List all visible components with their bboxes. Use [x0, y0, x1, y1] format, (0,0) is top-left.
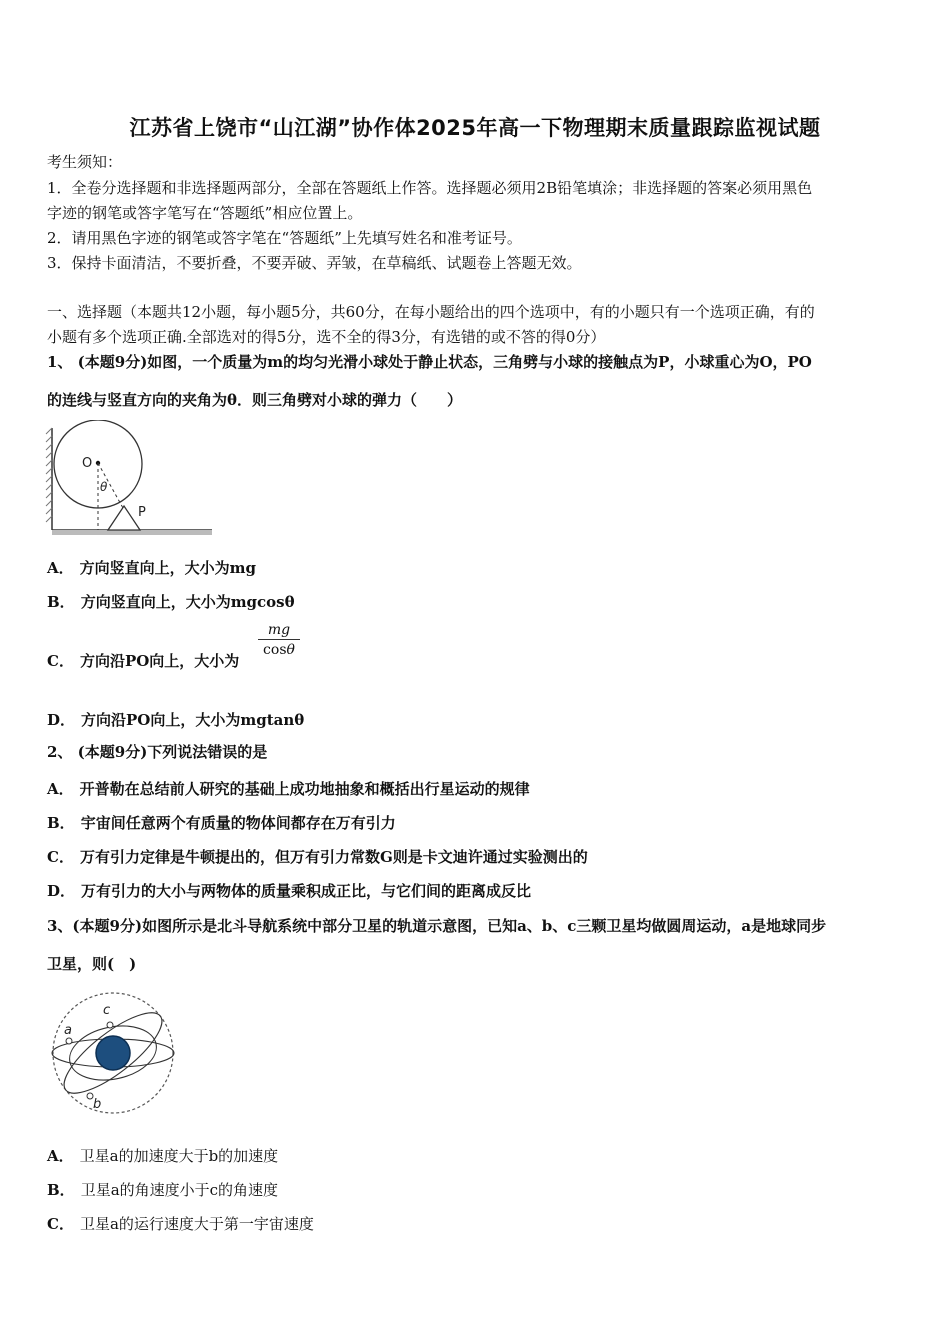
notice-heading: 考生须知：	[47, 153, 123, 171]
option-text: 宇宙间任意两个有质量的物体间都存在万有引力	[80, 814, 396, 832]
satellite-orbit-figure	[46, 990, 180, 1118]
option-d[interactable]	[47, 881, 531, 901]
question-1-stem: 的连线与竖直方向的夹角为θ．则三角劈对小球的弹力（ ）	[47, 391, 463, 409]
option-c[interactable]	[47, 1214, 314, 1234]
notice-item: 3．保持卡面清洁，不要折叠，不要弄破、弄皱，在草稿纸、试题卷上答题无效。	[47, 254, 582, 272]
option-a[interactable]	[47, 1146, 278, 1166]
sphere-wedge-figure	[44, 420, 216, 538]
option-letter: A．	[47, 559, 74, 577]
option-b[interactable]	[47, 1180, 278, 1200]
fraction-denominator-fn: cos	[263, 642, 287, 658]
label-c: c	[103, 1003, 111, 1018]
option-letter: B．	[47, 593, 75, 611]
page-title: 江苏省上饶市“山江湖”协作体2025年高一下物理期末质量跟踪监视试题	[129, 116, 821, 140]
fraction-mg-over-cos	[258, 622, 300, 658]
label-p: P	[138, 505, 146, 520]
question-1-stem: 1、 (本题9分)如图，一个质量为m的均匀光滑小球处于静止状态，三角劈与小球的接触点为P，小球重心为O，PO	[47, 353, 812, 371]
option-d[interactable]	[47, 710, 304, 730]
option-text: 万有引力的大小与两物体的质量乘积成正比，与它们间的距离成反比	[81, 882, 532, 900]
notice-item: 字迹的钢笔或答字笔写在“答题纸”相应位置上。	[47, 204, 363, 222]
option-letter: D．	[47, 711, 76, 729]
fraction-denominator-var: θ	[286, 642, 295, 658]
option-a[interactable]	[47, 779, 530, 799]
question-2-stem: 2、 (本题9分)下列说法错误的是	[47, 743, 268, 761]
option-text: 卫星a的运行速度大于第一宇宙速度	[79, 1215, 314, 1233]
option-letter: A．	[47, 780, 74, 798]
option-a[interactable]	[47, 558, 256, 578]
option-letter: B．	[47, 1181, 75, 1199]
section-instructions: 一、选择题（本题共12小题，每小题5分，共60分，在每小题给出的四个选项中，有的小题只有一个选项正确，有的	[47, 303, 815, 321]
satellite-c	[107, 1022, 113, 1028]
label-theta: θ	[100, 480, 108, 494]
notice-item: 1．全卷分选择题和非选择题两部分，全部在答题纸上作答。选择题必须用2B铅笔填涂；非选择题的答案必须用黑色	[47, 179, 813, 197]
question-3-stem: 卫星，则( )	[47, 955, 137, 973]
label-o: O	[82, 456, 93, 471]
option-letter: C．	[47, 652, 74, 670]
wedge	[108, 506, 140, 530]
option-letter: A．	[47, 1147, 74, 1165]
option-text: 方向竖直向上，大小为mgcosθ	[80, 593, 295, 611]
option-c[interactable]	[47, 847, 588, 867]
satellite-a	[66, 1038, 72, 1044]
earth	[96, 1036, 130, 1070]
option-b[interactable]	[47, 813, 396, 833]
question-3-stem: 3、(本题9分)如图所示是北斗导航系统中部分卫星的轨道示意图，已知a、b、c三颗卫星均做圆周运动，a是地球同步	[47, 917, 827, 935]
label-b: b	[93, 1097, 102, 1112]
option-text: 卫星a的角速度小于c的角速度	[80, 1181, 279, 1199]
option-text: 方向竖直向上，大小为mg	[79, 559, 257, 577]
fraction-numerator: mg	[258, 622, 300, 640]
option-letter: C．	[47, 1215, 74, 1233]
section-instructions: 小题有多个选项正确.全部选对的得5分，选不全的得3分，有选错的或不答的得0分）	[47, 328, 606, 346]
notice-item: 2．请用黑色字迹的钢笔或答字笔在“答题纸”上先填写姓名和准考证号。	[47, 229, 522, 247]
option-text: 方向沿PO向上，大小为mgtanθ	[81, 711, 305, 729]
fraction-denominator	[258, 640, 300, 658]
option-text: 开普勒在总结前人研究的基础上成功地抽象和概括出行星运动的规律	[79, 780, 530, 798]
label-a: a	[64, 1023, 72, 1038]
option-letter: B．	[47, 814, 75, 832]
option-b[interactable]	[47, 592, 295, 612]
option-text: 卫星a的加速度大于b的加速度	[79, 1147, 279, 1165]
option-text: 万有引力定律是牛顿提出的，但万有引力常数G则是卡文迪许通过实验测出的	[79, 848, 588, 866]
option-text: 方向沿PO向上，大小为	[79, 652, 240, 670]
option-letter: D．	[47, 882, 76, 900]
option-letter: C．	[47, 848, 74, 866]
option-c[interactable]	[47, 651, 239, 671]
